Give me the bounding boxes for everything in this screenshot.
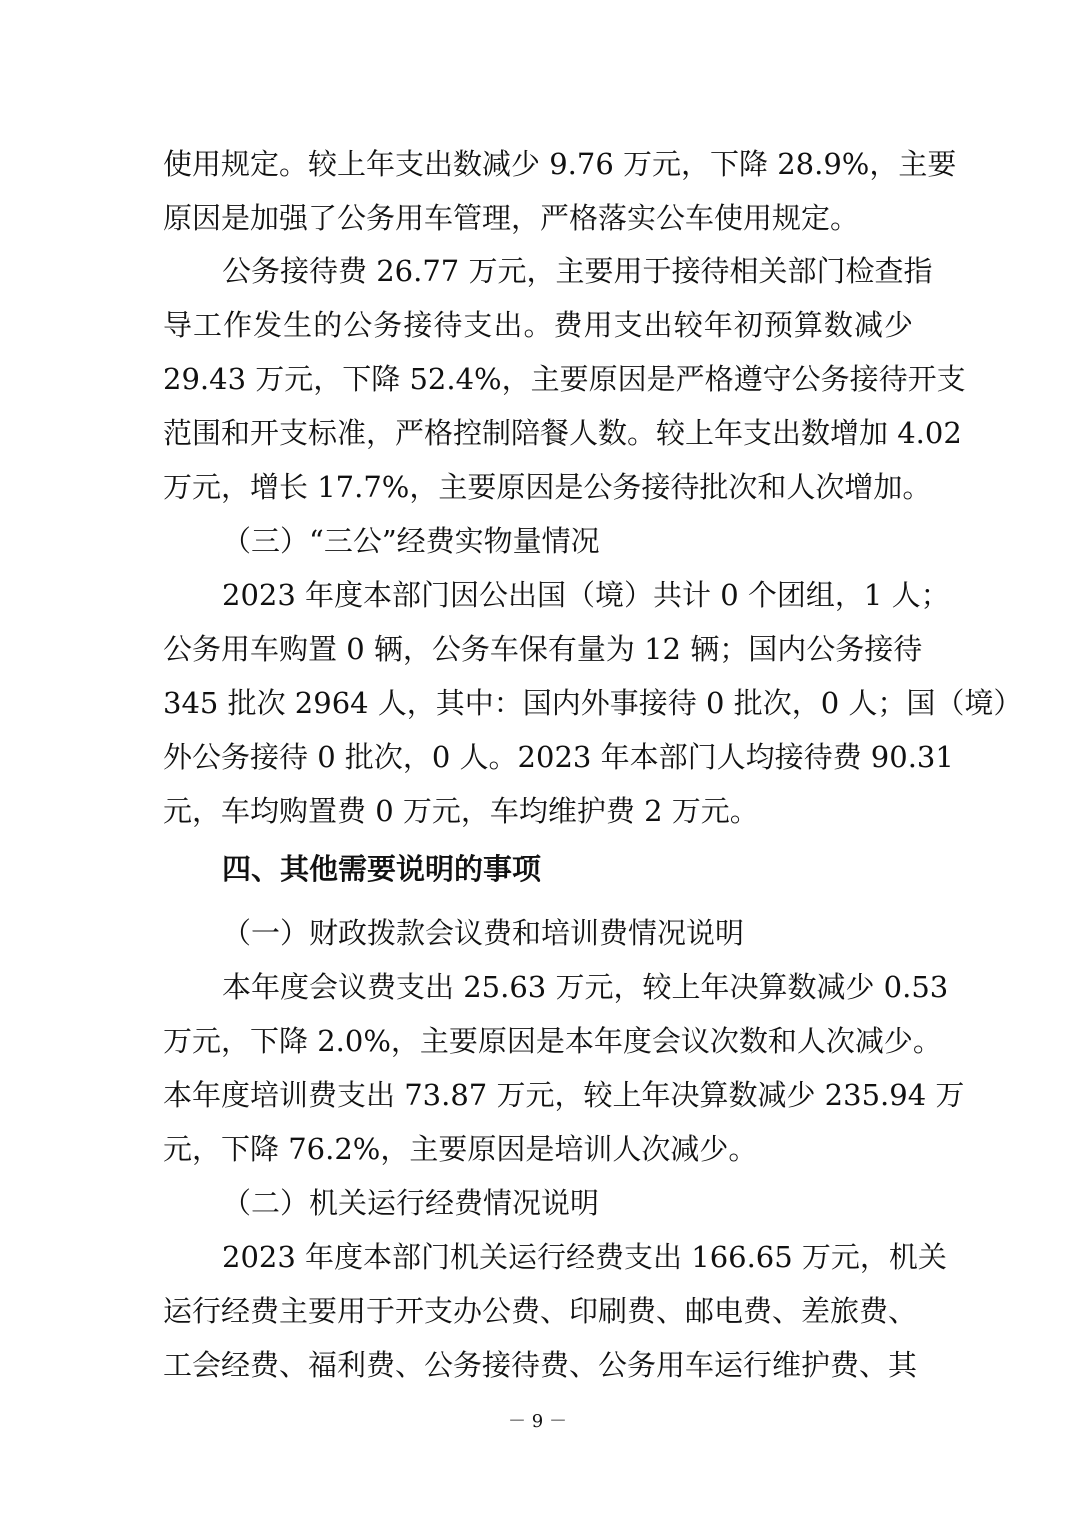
page-number: － 9 － bbox=[508, 1411, 567, 1432]
paragraph-line: 元，下降 76.2%，主要原因是培训人次减少。 bbox=[163, 1132, 758, 1166]
paragraph-line: 公务接待费 26.77 万元，主要用于接待相关部门检查指 bbox=[222, 254, 933, 288]
paragraph-line: 元，车均购置费 0 万元，车均维护费 2 万元。 bbox=[163, 794, 759, 828]
paragraph-line: 本年度培训费支出 73.87 万元，较上年决算数减少 235.94 万 bbox=[163, 1078, 965, 1112]
paragraph-line: 运行经费主要用于开支办公费、印刷费、邮电费、差旅费、 bbox=[163, 1294, 918, 1328]
section-heading: 四、其他需要说明的事项 bbox=[222, 852, 542, 886]
paragraph-line: 原因是加强了公务用车管理，严格落实公车使用规定。 bbox=[163, 201, 860, 235]
paragraph-line: 万元，增长 17.7%，主要原因是公务接待批次和人次增加。 bbox=[163, 470, 932, 504]
subsection-heading: （一）财政拨款会议费和培训费情况说明 bbox=[222, 916, 745, 950]
paragraph-line: 公务用车购置 0 辆，公务车保有量为 12 辆；国内公务接待 bbox=[163, 632, 923, 666]
paragraph-line: 2023 年度本部门机关运行经费支出 166.65 万元，机关 bbox=[222, 1240, 947, 1274]
paragraph-line: 范围和开支标准，严格控制陪餐人数。较上年支出数增加 4.02 bbox=[163, 416, 962, 450]
subsection-heading: （二）机关运行经费情况说明 bbox=[222, 1186, 600, 1220]
paragraph-line: 29.43 万元，下降 52.4%，主要原因是严格遵守公务接待开支 bbox=[163, 362, 966, 396]
paragraph-line: 本年度会议费支出 25.63 万元，较上年决算数减少 0.53 bbox=[222, 970, 949, 1004]
paragraph-line: 万元，下降 2.0%，主要原因是本年度会议次数和人次减少。 bbox=[163, 1024, 942, 1058]
paragraph-line: 导工作发生的公务接待支出。费用支出较年初预算数减少 bbox=[163, 308, 913, 342]
paragraph-line: 工会经费、福利费、公务接待费、公务用车运行维护费、其 bbox=[163, 1348, 918, 1382]
paragraph-line: 2023 年度本部门因公出国（境）共计 0 个团组，1 人； bbox=[222, 578, 950, 612]
subsection-heading: （三）“三公”经费实物量情况 bbox=[222, 524, 600, 558]
paragraph-line: 外公务接待 0 批次，0 人。2023 年本部门人均接待费 90.31 bbox=[163, 740, 954, 774]
paragraph-line: 使用规定。较上年支出数减少 9.76 万元，下降 28.9%，主要 bbox=[163, 147, 957, 181]
paragraph-line: 345 批次 2964 人，其中：国内外事接待 0 批次，0 人；国（境） bbox=[163, 686, 1023, 720]
